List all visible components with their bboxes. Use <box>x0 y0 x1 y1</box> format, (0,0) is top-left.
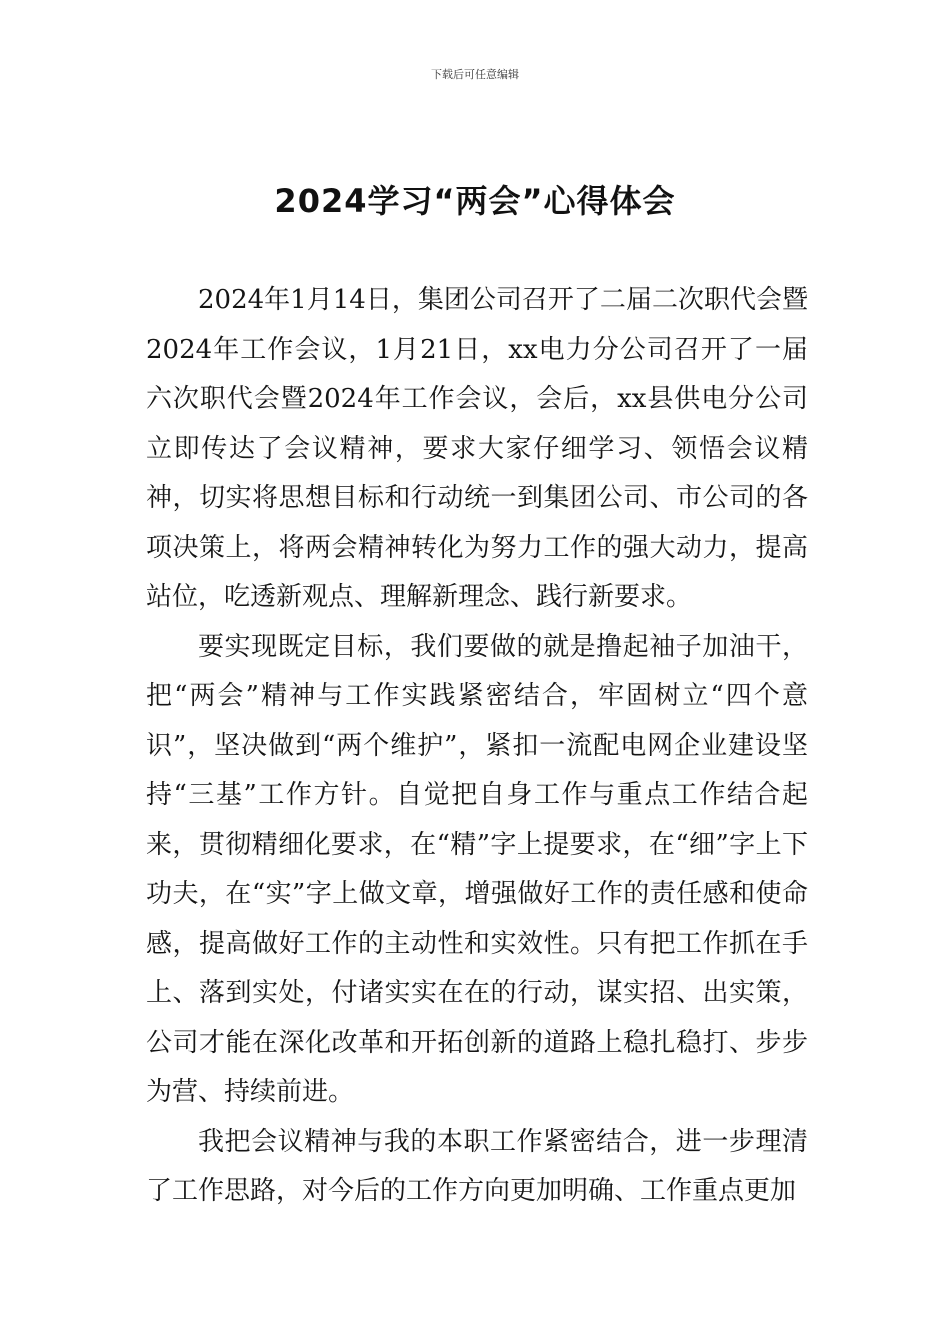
paragraph-2: 要实现既定目标，我们要做的就是撸起袖子加油干，把“两会”精神与工作实践紧密结合，牢固树立“四个意识”，坚决做到“两个维护”，紧扣一流配电网企业建设坚持“三基”工作方针。自觉把自身工作与重点工作结合起来，贯彻精细化要求，在“精”字上提要求，在“细”字上下功夫，在“实”字上做文章，增强做好工作的责任感和使命感，提高做好工作的主动性和实效性。只有把工作抓在手上、落到实处，付诸实实在在的行动，谋实招、出实策，公司才能在深化改革和开拓创新的道路上稳扎稳打、步步为营、持续前进。 <box>146 631 808 1107</box>
document-body <box>146 276 808 1217</box>
document-title: 2024学习“两会”心得体会 <box>274 182 676 220</box>
paragraph-3: 我把会议精神与我的本职工作紧密结合，进一步理清了工作思路，对今后的工作方向更加明确、工作重点更加 <box>146 1126 808 1206</box>
paragraph-1: 2024年1月14日，集团公司召开了二届二次职代会暨2024年工作会议，1月21日，xx电力分公司召开了一届六次职代会暨2024年工作会议，会后，xx县供电分公司立即传达了会议精神，要求大家仔细学习、领悟会议精神，切实将思想目标和行动统一到集团公司、市公司的各项决策上，将两会精神转化为努力工作的强大动力，提高站位，吃透新观点、理解新理念、践行新要求。 <box>146 285 808 612</box>
header-note: 下载后可任意编辑 <box>431 68 519 81</box>
